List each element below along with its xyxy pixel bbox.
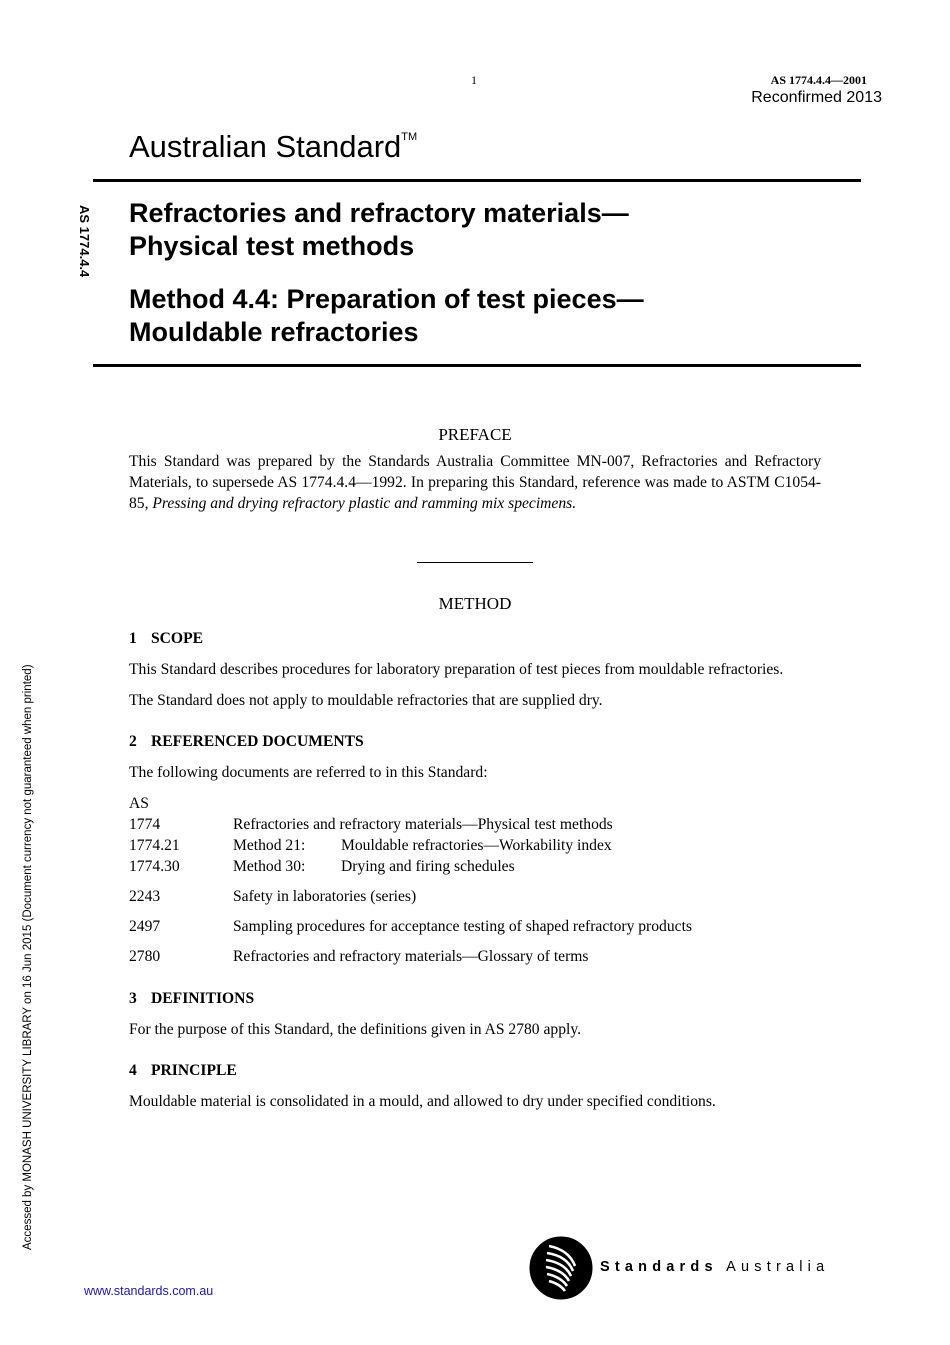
section-number: 4 xyxy=(129,1062,137,1079)
reference-row xyxy=(129,946,821,967)
reference-row xyxy=(129,886,821,907)
section-title: DEFINITIONS xyxy=(151,990,255,1007)
reference-code: 2497 xyxy=(129,918,161,935)
reference-code: 1774 xyxy=(129,816,161,833)
references-list xyxy=(129,793,821,967)
section-heading-principle xyxy=(129,1060,821,1081)
reference-method: Method 30: xyxy=(233,858,306,875)
section-title: REFERENCED DOCUMENTS xyxy=(151,733,364,750)
reference-title: Drying and firing schedules xyxy=(341,858,515,875)
reference-code: 2780 xyxy=(129,948,161,965)
section-heading-definitions xyxy=(129,988,821,1009)
method-heading: METHOD xyxy=(438,594,512,613)
trademark-mark: TM xyxy=(401,131,418,143)
section-number: 1 xyxy=(129,630,137,647)
brand-title xyxy=(129,129,417,165)
section-heading-references xyxy=(129,731,821,752)
references-prefix: AS xyxy=(129,795,149,812)
title-line-2: Physical test methods xyxy=(129,231,415,261)
definitions-paragraph: For the purpose of this Standard, the definitions given in AS 2780 apply. xyxy=(129,1021,582,1038)
preface-text-main: This Standard was prepared by the Standards Australia Committee MN-007, Refractories and Refractory Materials, to supersede AS 1774.4.4—1992. In preparing this Standard, reference was made to ASTM C1054-85, xyxy=(129,453,821,512)
logo-wordmark xyxy=(600,1259,829,1275)
document-id: AS 1774.4.4—2001 xyxy=(770,73,867,87)
reference-title: Refractories and refractory materials—Glossary of terms xyxy=(233,948,589,965)
page-number: 1 xyxy=(471,73,477,87)
reference-code: 1774.30 xyxy=(129,858,180,875)
preface-text xyxy=(129,451,821,514)
reference-row xyxy=(129,916,821,937)
scope-paragraph-2: The Standard does not apply to mouldable refractories that are supplied dry. xyxy=(129,692,603,709)
title-line-4: Mouldable refractories xyxy=(129,317,419,347)
standards-australia-logo-icon xyxy=(529,1236,593,1305)
title-line-1: Refractories and refractory materials— xyxy=(129,198,629,228)
method-title xyxy=(129,283,849,349)
preface-text-italic: Pressing and drying refractory plastic and ramming mix specimens. xyxy=(152,495,577,512)
bottom-rule xyxy=(93,364,861,367)
document-body xyxy=(129,424,821,1122)
reference-row xyxy=(129,835,821,856)
reference-title: Sampling procedures for acceptance testing of shaped refractory products xyxy=(233,918,692,935)
reconfirmed-note: Reconfirmed 2013 xyxy=(751,89,882,106)
section-title: SCOPE xyxy=(151,630,203,647)
principle-paragraph: Mouldable material is consolidated in a mould, and allowed to dry under specified conditions. xyxy=(129,1093,716,1110)
reference-title: Mouldable refractories—Workability index xyxy=(341,837,612,854)
reference-row xyxy=(129,814,821,835)
preface-heading: PREFACE xyxy=(438,425,512,444)
title-line-3: Method 4.4: Preparation of test pieces— xyxy=(129,284,644,314)
top-rule xyxy=(93,179,861,182)
section-number: 2 xyxy=(129,733,137,750)
scope-paragraph-1: This Standard describes procedures for laboratory preparation of test pieces from mouldable refractories. xyxy=(129,661,784,678)
reference-row xyxy=(129,856,821,877)
reference-method: Method 21: xyxy=(233,837,306,854)
main-title xyxy=(129,197,849,263)
separator-line xyxy=(417,562,533,563)
logo-word-australia: Australia xyxy=(726,1259,830,1275)
access-note: Accessed by MONASH UNIVERSITY LIBRARY on 16 Jun 2015 (Document currency not guaranteed when printed) xyxy=(22,664,34,1250)
section-heading-scope xyxy=(129,628,821,649)
reference-title: Refractories and refractory materials—Physical test methods xyxy=(233,816,613,833)
section-number: 3 xyxy=(129,990,137,1007)
website-link[interactable]: www.standards.com.au xyxy=(84,1284,214,1298)
reference-code: 1774.21 xyxy=(129,837,180,854)
brand-name: Australian Standard xyxy=(129,129,402,164)
logo-word-standards: Standards xyxy=(600,1259,718,1275)
references-intro: The following documents are referred to in this Standard: xyxy=(129,764,488,781)
reference-code: 2243 xyxy=(129,888,161,905)
section-title: PRINCIPLE xyxy=(151,1062,237,1079)
side-standard-code: AS 1774.4.4 xyxy=(77,205,92,278)
reference-title: Safety in laboratories (series) xyxy=(233,888,417,905)
